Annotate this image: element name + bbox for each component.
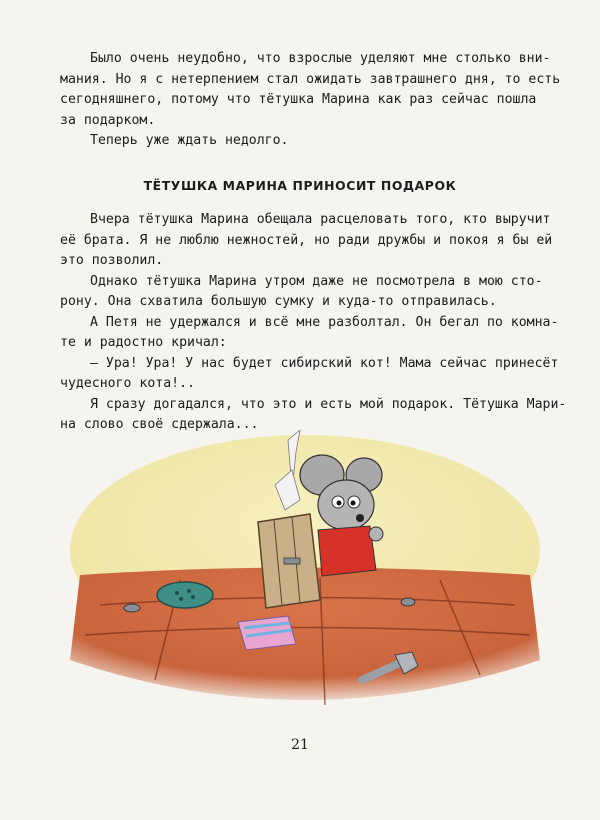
wooden-door [258,514,320,608]
intro-paragraph [60,49,561,152]
green-button [157,582,213,608]
nail-hole [401,598,415,606]
text-line: те и радостно кричал: [60,335,227,350]
text-line: А Петя не удержался и всё мне разболтал. Он бегал по комна- [90,314,559,330]
text-line: это позволил. [60,253,164,268]
text-line: рону. Она схватила большую сумку и куда-то отправилась. [60,294,497,309]
text-line: Вчера тётушка Марина обещала расцеловать того, кто выручит [90,212,551,227]
text-line: Я сразу догадался, что это и есть мой подарок. Тётушка Мари- [90,396,567,412]
text-line: Однако тётушка Марина утром даже не посмотрела в мою сто- [90,273,543,289]
text-line: на слово своё сдержала... [60,417,259,432]
nail-hole [124,604,140,612]
text-line: Теперь уже ждать недолго. [90,133,289,148]
text-line: — Ура! Ура! У нас будет сибирский кот! Мама сейчас принесёт [90,355,559,371]
text-line: сегодняшнего, потому что тётушка Марина как раз сейчас пошла [60,92,537,107]
text-line: Было очень неудобно, что взрослые уделяют мне столько вни- [90,51,551,66]
chapter-body [60,210,567,436]
chapter-title: ТЁТУШКА МАРИНА ПРИНОСИТ ПОДАРОК [143,178,457,193]
text-line: мания. Но я с нетерпением стал ожидать завтрашнего дня, то есть [60,71,561,87]
text-line: чудесного кота!.. [60,376,195,391]
page-number: 21 [291,737,309,753]
text-line: её брата. Я не люблю нежностей, но ради дружбы и покоя я бы ей [60,232,553,248]
illustration [60,430,550,730]
text-line: за подарком. [60,112,156,128]
red-shirt [318,526,376,576]
